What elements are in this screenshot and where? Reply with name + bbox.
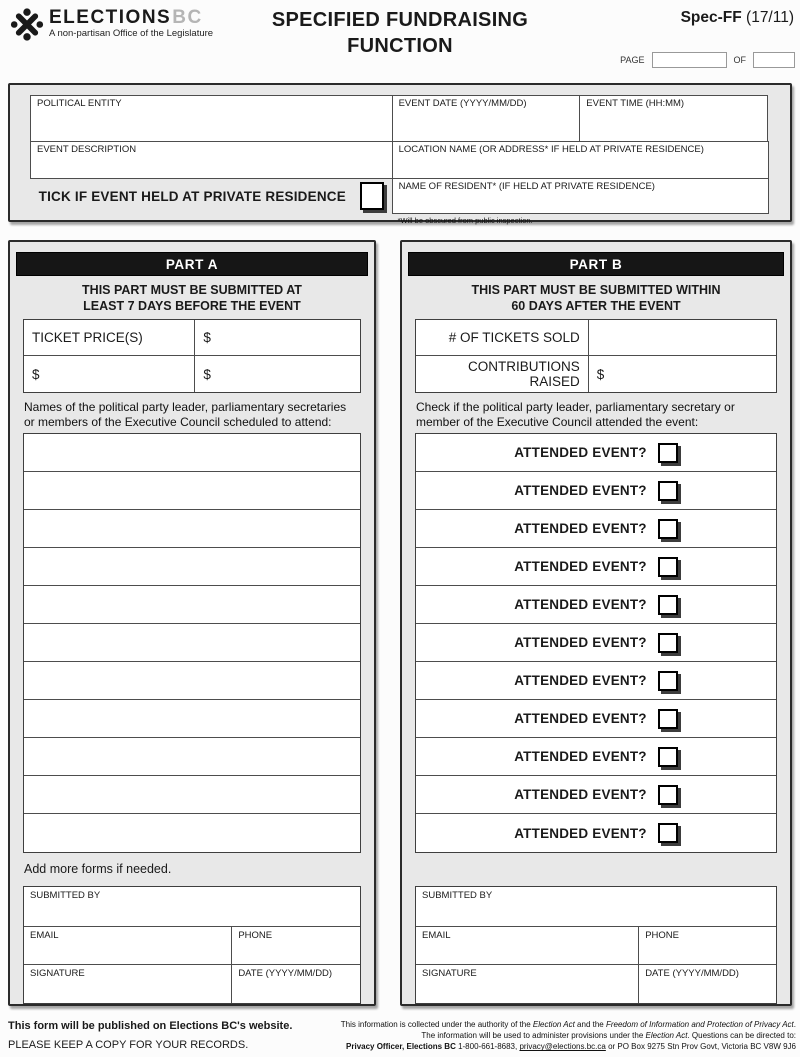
attended-event-checkbox[interactable] — [658, 443, 678, 463]
page-of-row — [620, 52, 795, 68]
page-number-input[interactable] — [652, 52, 727, 68]
event-date-label: EVENT DATE (YYYY/MM/DD) — [398, 98, 527, 109]
date-field[interactable] — [232, 965, 360, 1003]
add-more-forms-note: Add more forms if needed. — [24, 862, 172, 876]
public-inspection-footnote: *Will be obscured from public inspection. — [397, 216, 533, 225]
attended-event-checkbox[interactable] — [658, 785, 678, 805]
attended-event-row — [416, 738, 776, 776]
attendee-name-field[interactable] — [24, 472, 360, 510]
part-a-submission-table — [23, 886, 361, 1004]
event-date-field[interactable] — [392, 95, 581, 142]
signature-label: SIGNATURE — [422, 968, 477, 979]
attended-event-label: ATTENDED EVENT? — [514, 445, 647, 460]
part-b-submission-table — [415, 886, 777, 1004]
attended-event-label: ATTENDED EVENT? — [514, 559, 647, 574]
attended-event-row — [416, 776, 776, 814]
private-residence-tick-label: TICK IF EVENT HELD AT PRIVATE RESIDENCE — [38, 188, 346, 204]
attendee-name-field[interactable] — [24, 434, 360, 472]
attended-event-row — [416, 472, 776, 510]
published-note: This form will be published on Elections BC's website. — [8, 1020, 293, 1032]
attended-event-row — [416, 548, 776, 586]
attendee-name-field[interactable] — [24, 586, 360, 624]
resident-name-field[interactable] — [392, 178, 769, 214]
phone-label: PHONE — [238, 930, 273, 941]
of-label: OF — [733, 55, 746, 65]
tickets-sold-table — [415, 319, 777, 393]
part-a-subtitle: THIS PART MUST BE SUBMITTED AT LEAST 7 DAYS BEFORE THE EVENT — [82, 283, 302, 313]
attended-event-checkbox[interactable] — [658, 519, 678, 539]
resident-name-label: NAME OF RESIDENT* (IF HELD AT PRIVATE RESIDENCE) — [398, 181, 655, 192]
logo-wordmark: ELECTIONSBC — [49, 7, 203, 28]
part-a-panel — [8, 240, 376, 1006]
signature-field[interactable] — [416, 965, 639, 1003]
contributions-raised-field[interactable]: $ — [596, 366, 605, 382]
event-time-field[interactable] — [579, 95, 768, 142]
attendee-name-field[interactable] — [24, 624, 360, 662]
attended-event-label: ATTENDED EVENT? — [514, 521, 647, 536]
attended-event-label: ATTENDED EVENT? — [514, 711, 647, 726]
attended-event-label: ATTENDED EVENT? — [514, 483, 647, 498]
privacy-line-2: The information will be used to administer provisions under the Election Act. Questions can be directed to: — [421, 1031, 796, 1041]
attended-event-label: ATTENDED EVENT? — [514, 787, 647, 802]
ticket-price-field-3[interactable]: $ — [203, 366, 211, 382]
attendee-names-table — [23, 433, 361, 853]
attended-event-row — [416, 624, 776, 662]
signature-field[interactable] — [24, 965, 232, 1003]
privacy-line-1: This information is collected under the authority of the Election Act and the Freedom of Information and Protection of Privacy Act. — [340, 1020, 796, 1029]
private-residence-checkbox[interactable] — [360, 182, 384, 210]
attended-event-checkbox[interactable] — [658, 823, 678, 843]
attended-event-checkbox[interactable] — [658, 595, 678, 615]
attendee-name-field[interactable] — [24, 814, 360, 852]
attended-event-label: ATTENDED EVENT? — [514, 597, 647, 612]
logo-tagline: A non-partisan Office of the Legislature — [49, 28, 214, 39]
ticket-price-field-2[interactable]: $ — [24, 356, 195, 392]
page-label: PAGE — [620, 55, 645, 65]
submitted-by-label: SUBMITTED BY — [422, 890, 493, 901]
privacy-email-link[interactable]: privacy@elections.bc.ca — [519, 1042, 606, 1052]
attended-event-row — [416, 510, 776, 548]
attended-event-row — [416, 586, 776, 624]
attendee-name-field[interactable] — [24, 776, 360, 814]
signature-label: SIGNATURE — [30, 968, 85, 979]
attended-event-label: ATTENDED EVENT? — [514, 825, 647, 841]
event-time-label: EVENT TIME (HH:MM) — [586, 98, 685, 109]
phone-label: PHONE — [645, 930, 679, 941]
footer-left-notes — [8, 1017, 292, 1055]
email-label: EMAIL — [30, 930, 59, 941]
event-info-panel — [8, 83, 792, 225]
attended-event-row — [416, 814, 776, 852]
logo-text — [49, 7, 213, 39]
attended-event-checkbox[interactable] — [658, 709, 678, 729]
attended-event-checkbox[interactable] — [658, 481, 678, 501]
date-field[interactable] — [639, 965, 776, 1003]
part-b-panel — [400, 240, 792, 1006]
attended-event-row — [416, 700, 776, 738]
form-code: Spec-FF (17/11) — [680, 9, 794, 26]
page-title: SPECIFIED FUNDRAISING FUNCTION — [271, 9, 529, 57]
submitted-by-field[interactable] — [416, 887, 776, 926]
date-label: DATE (YYYY/MM/DD) — [238, 968, 333, 979]
contributions-raised-label: CONTRIBUTIONS RAISED — [416, 356, 589, 392]
page-total-input[interactable] — [753, 52, 795, 68]
phone-field[interactable] — [639, 927, 776, 964]
tickets-sold-label: # OF TICKETS SOLD — [416, 320, 589, 355]
ticket-price-table — [23, 319, 361, 393]
attended-event-checkbox[interactable] — [658, 633, 678, 653]
location-name-field[interactable] — [392, 141, 769, 179]
attended-event-checkbox[interactable] — [658, 747, 678, 767]
political-entity-field[interactable] — [30, 95, 393, 142]
attendee-name-field[interactable] — [24, 700, 360, 738]
tickets-sold-field[interactable] — [589, 320, 776, 355]
location-name-label: LOCATION NAME (OR ADDRESS* IF HELD AT PRIVATE RESIDENCE) — [398, 144, 704, 155]
attended-event-label: ATTENDED EVENT? — [514, 635, 647, 650]
attended-event-table — [415, 433, 777, 853]
ticket-price-field-1[interactable]: $ — [203, 330, 211, 345]
attendee-name-field[interactable] — [24, 548, 360, 586]
phone-field[interactable] — [232, 927, 360, 964]
privacy-line-3: Privacy Officer, Elections BC 1-800-661-8683, privacy@elections.bc.ca or PO Box 9275 Stn Prov Govt, Victoria BC V8W 9J6 — [346, 1042, 796, 1052]
part-b-subtitle: THIS PART MUST BE SUBMITTED WITHIN 60 DAYS AFTER THE EVENT — [471, 283, 721, 313]
keep-copy-note: PLEASE KEEP A COPY FOR YOUR RECORDS. — [8, 1039, 249, 1051]
attended-event-checkbox[interactable] — [658, 671, 678, 691]
attended-event-label: ATTENDED EVENT? — [514, 749, 647, 764]
event-description-label: EVENT DESCRIPTION — [37, 144, 137, 155]
elections-bc-logo-icon — [10, 8, 44, 41]
part-b-header: PART B — [408, 252, 784, 276]
ticket-price-label: TICKET PRICE(S) — [24, 320, 195, 355]
date-label: DATE (YYYY/MM/DD) — [645, 968, 739, 979]
political-entity-label: POLITICAL ENTITY — [37, 98, 122, 109]
attendee-name-field[interactable] — [24, 662, 360, 700]
attendee-name-field[interactable] — [24, 510, 360, 548]
submitted-by-field[interactable] — [24, 887, 360, 926]
part-a-header: PART A — [16, 252, 368, 276]
attended-event-row — [416, 434, 776, 472]
names-instruction: Names of the political party leader, parliamentary secretaries or members of the Executive Council scheduled to attend: — [24, 400, 347, 429]
private-residence-tick-area — [30, 178, 393, 214]
email-label: EMAIL — [422, 930, 451, 941]
attended-event-row — [416, 662, 776, 700]
footer-privacy-notes — [318, 1019, 796, 1053]
email-field[interactable] — [416, 927, 639, 964]
check-instruction: Check if the political party leader, parliamentary secretary or member of the Executive Council attended the event: — [416, 400, 735, 429]
attended-event-checkbox[interactable] — [658, 557, 678, 577]
email-field[interactable] — [24, 927, 232, 964]
attendee-name-field[interactable] — [24, 738, 360, 776]
submitted-by-label: SUBMITTED BY — [30, 890, 101, 901]
event-description-field[interactable] — [30, 141, 393, 179]
elections-bc-logo — [10, 7, 213, 41]
attended-event-label: ATTENDED EVENT? — [514, 673, 647, 688]
